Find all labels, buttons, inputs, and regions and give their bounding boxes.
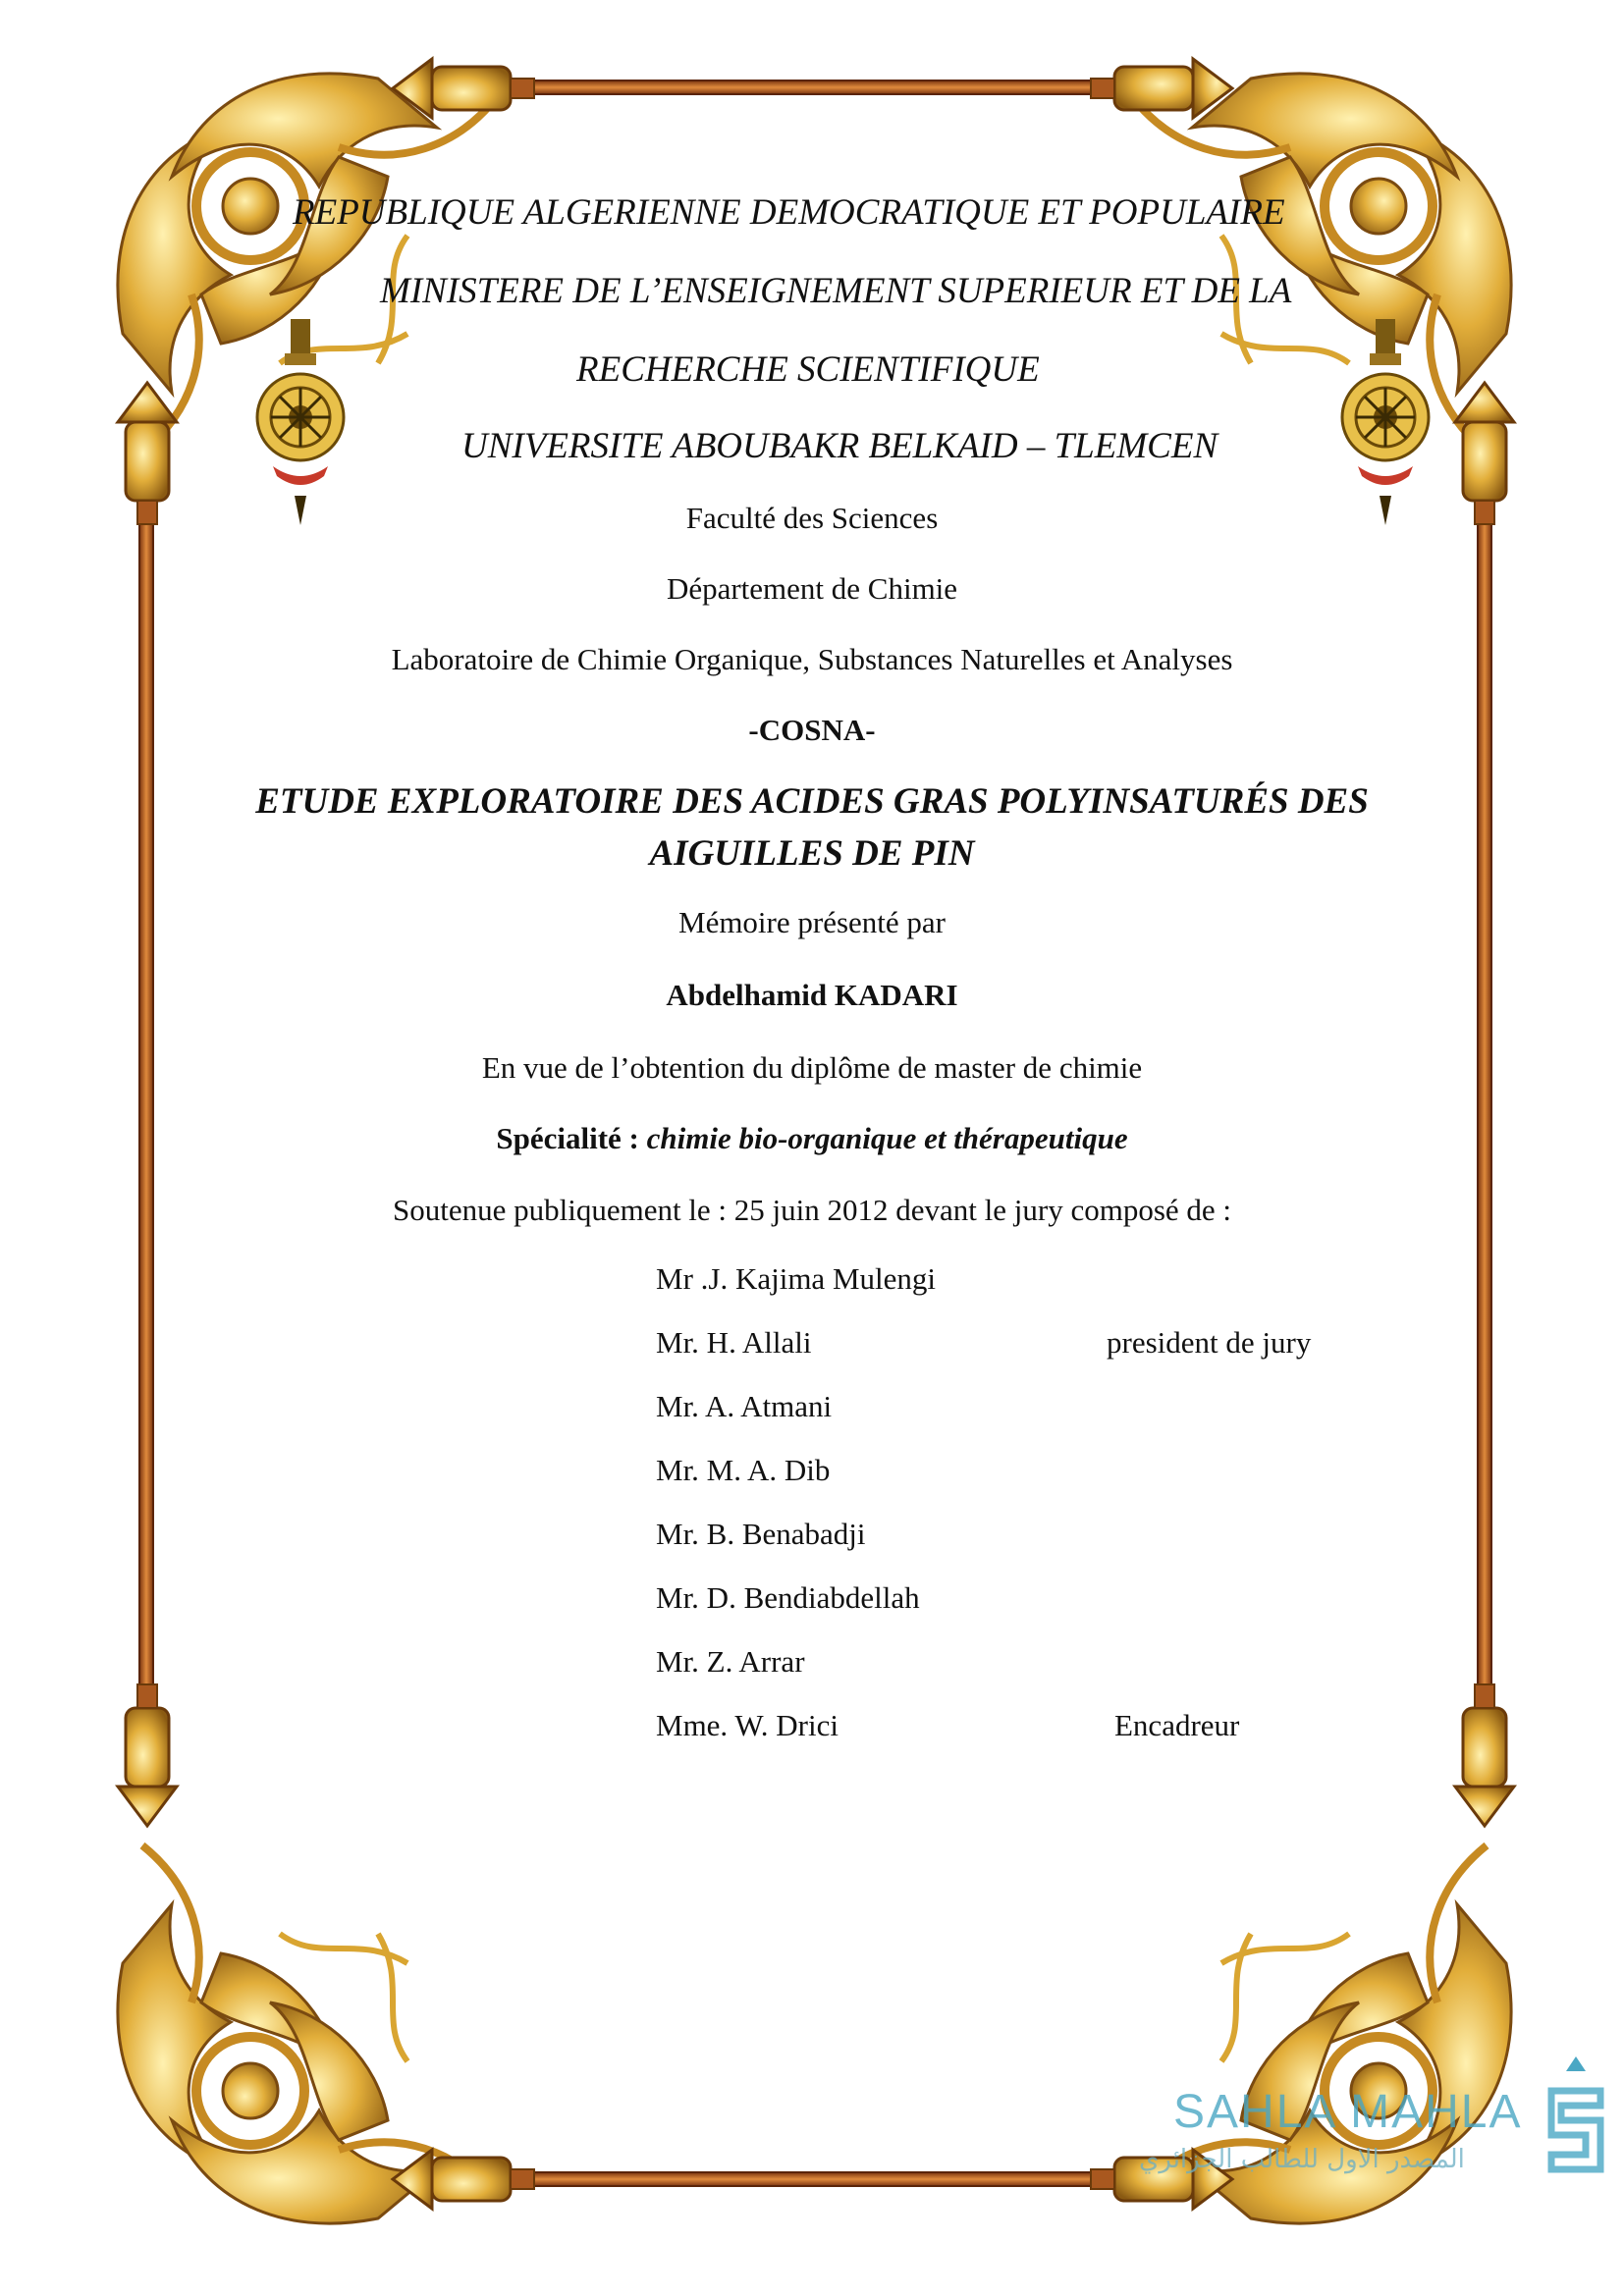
presented-by-label: Mémoire présenté par [678, 905, 946, 939]
faculty-label: Faculté des Sciences [685, 501, 939, 535]
jury-member-name: Mr. A. Atmani [656, 1389, 833, 1423]
lab-acronym: -COSNA- [748, 713, 876, 747]
jury-member-role: president de jury [1107, 1325, 1312, 1360]
jury-member-name: Mr .J. Kajima Mulengi [656, 1261, 936, 1296]
ministry-heading: MINISTERE DE L’ENSEIGNEMENT SUPERIEUR ET DE LA [380, 271, 1292, 311]
sahla-mahla-logo-icon [1542, 2052, 1610, 2179]
watermark-brand: SAHLA MAHLA [1173, 2086, 1523, 2138]
republic-heading: REPUBLIQUE ALGERIENNE DEMOCRATIQUE ET POPULAIRE [293, 192, 1285, 233]
thesis-title-line1: ETUDE EXPLORATOIRE DES ACIDES GRAS POLYINSATURÉS DES [255, 781, 1369, 822]
specialty-value: chimie bio-organique et thérapeutique [646, 1121, 1128, 1155]
jury-member-name: Mr. H. Allali [656, 1325, 812, 1360]
specialty-label: Spécialité : [496, 1121, 639, 1155]
specialty-line [0, 1121, 1624, 1156]
thesis-title-line2: AIGUILLES DE PIN [649, 833, 975, 874]
jury-member-role: Encadreur [1114, 1708, 1240, 1742]
jury-member-name: Mr. D. Bendiabdellah [656, 1580, 920, 1615]
university-seal-right-icon [1340, 319, 1431, 525]
degree-statement: En vue de l’obtention du diplôme de master de chimie [481, 1050, 1143, 1085]
watermark-tagline: المصدر الاول للطالب الجزائري [1139, 2145, 1465, 2174]
department-label: Département de Chimie [666, 571, 958, 606]
defense-statement: Soutenue publiquement le : 25 juin 2012 devant le jury composé de : [392, 1193, 1232, 1227]
university-heading: UNIVERSITE ABOUBAKR BELKAID – TLEMCEN [461, 426, 1218, 466]
research-heading: RECHERCHE SCIENTIFIQUE [576, 349, 1040, 390]
laboratory-label: Laboratoire de Chimie Organique, Substances Naturelles et Analyses [391, 642, 1233, 676]
university-seal-left-icon [255, 319, 346, 525]
author-name: Abdelhamid KADARI [666, 978, 958, 1012]
jury-member-name: Mr. M. A. Dib [656, 1453, 831, 1487]
jury-member-name: Mr. Z. Arrar [656, 1644, 805, 1679]
jury-member-name: Mme. W. Drici [656, 1708, 839, 1742]
jury-member-name: Mr. B. Benabadji [656, 1517, 866, 1551]
